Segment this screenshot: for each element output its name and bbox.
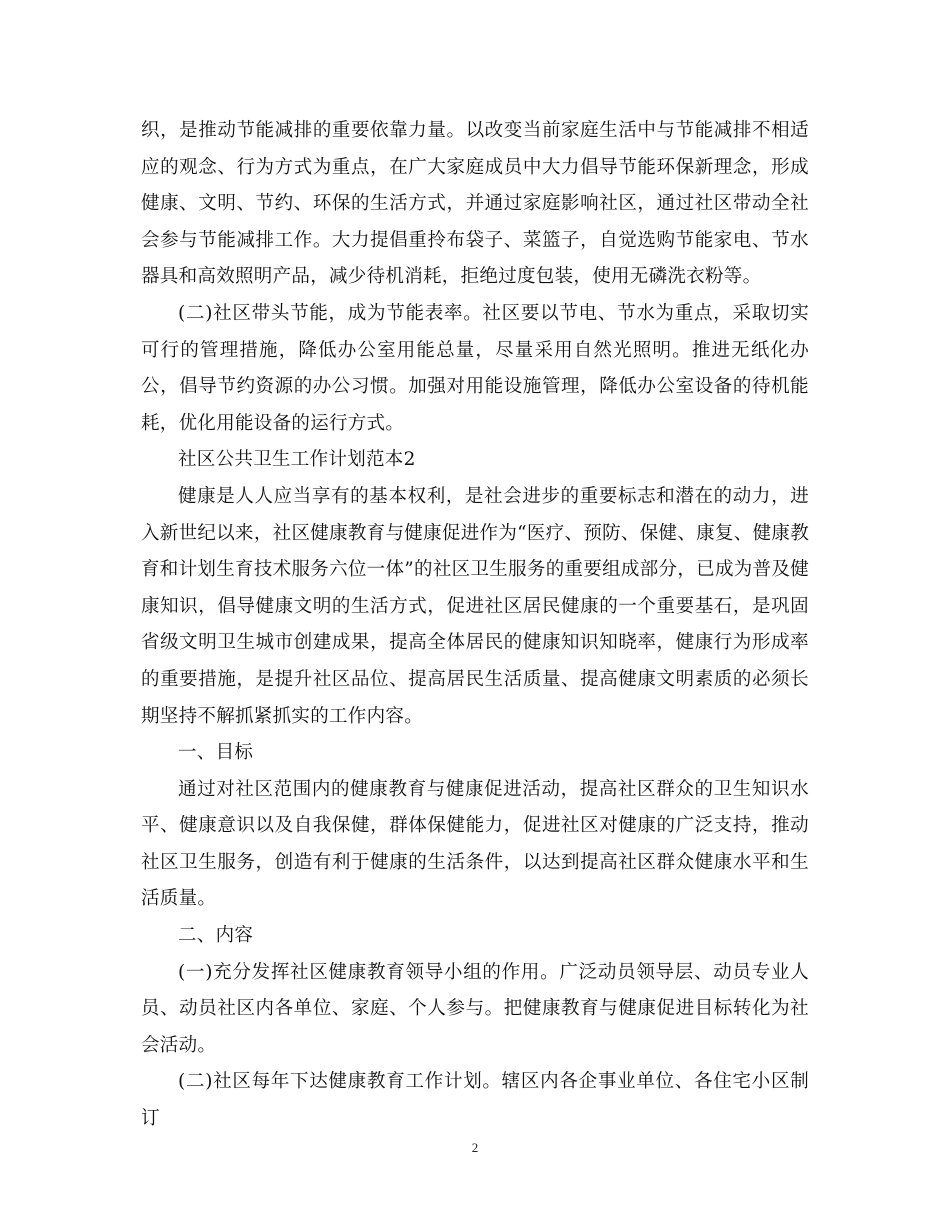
paragraph-content-item-1: (一)充分发挥社区健康教育领导小组的作用。广泛动员领导层、动员专业人员、动员社区内各单位、家庭、个人参与。把健康教育与健康促进目标转化为社会活动。 — [141, 961, 809, 1056]
heading-goals: 一、目标 — [178, 742, 254, 764]
paragraph-continuation: 织，是推动节能减排的重要依靠力量。以改变当前家庭生活中与节能减排不相适应的观念、行为方式为重点，在广大家庭成员中大力倡导节能环保新理念，形成健康、文明、节约、环保的生活方式，并通过家庭影响社区，通过社区带动全社会参与节能减排工作。大力提倡重拎布袋子、菜篮子，自觉选购节能家电、节水器具和高效照明产品，减少待机消耗，拒绝过度包装，使用无磷洗衣粉等。 — [141, 120, 809, 288]
document-body — [141, 113, 809, 1138]
page-number: 2 — [471, 1140, 479, 1155]
section-heading-plan-sample-2: 社区公共卫生工作计划范本2 — [178, 449, 416, 471]
paragraph-goals: 通过对社区范围内的健康教育与健康促进活动，提高社区群众的卫生知识水平、健康意识以及自我保健，群体保健能力，促进社区对健康的广泛支持，推动社区卫生服务，创造有利于健康的生活条件，以达到提高社区群众健康水平和生活质量。 — [141, 778, 809, 910]
paragraph-energy-saving-example: (二)社区带头节能，成为节能表率。社区要以节电、节水为重点，采取切实可行的管理措施，降低办公室用能总量，尽量采用自然光照明。推进无纸化办公，倡导节约资源的办公习惯。加强对用能设施管理，降低办公室设备的待机能耗，优化用能设备的运行方式。 — [141, 302, 809, 434]
heading-content: 二、内容 — [178, 925, 254, 947]
paragraph-content-item-2: (二)社区每年下达健康教育工作计划。辖区内各企事业单位、各住宅小区制订 — [141, 1071, 809, 1130]
paragraph-health-intro: 健康是人人应当享有的基本权利，是社会进步的重要标志和潜在的动力，进入新世纪以来，社区健康教育与健康促进作为“医疗、预防、保健、康复、健康教育和计划生育技术服务六位一体”的社区卫生服务的重要组成部分，已成为普及健康知识，倡导健康文明的生活方式，促进社区居民健康的一个重要基石，是巩固省级文明卫生城市创建成果，提高全体居民的健康知识知晓率，健康行为形成率的重要措施，是提升社区品位、提高居民生活质量、提高健康文明素质的必须长期坚持不解抓紧抓实的工作内容。 — [141, 485, 809, 727]
